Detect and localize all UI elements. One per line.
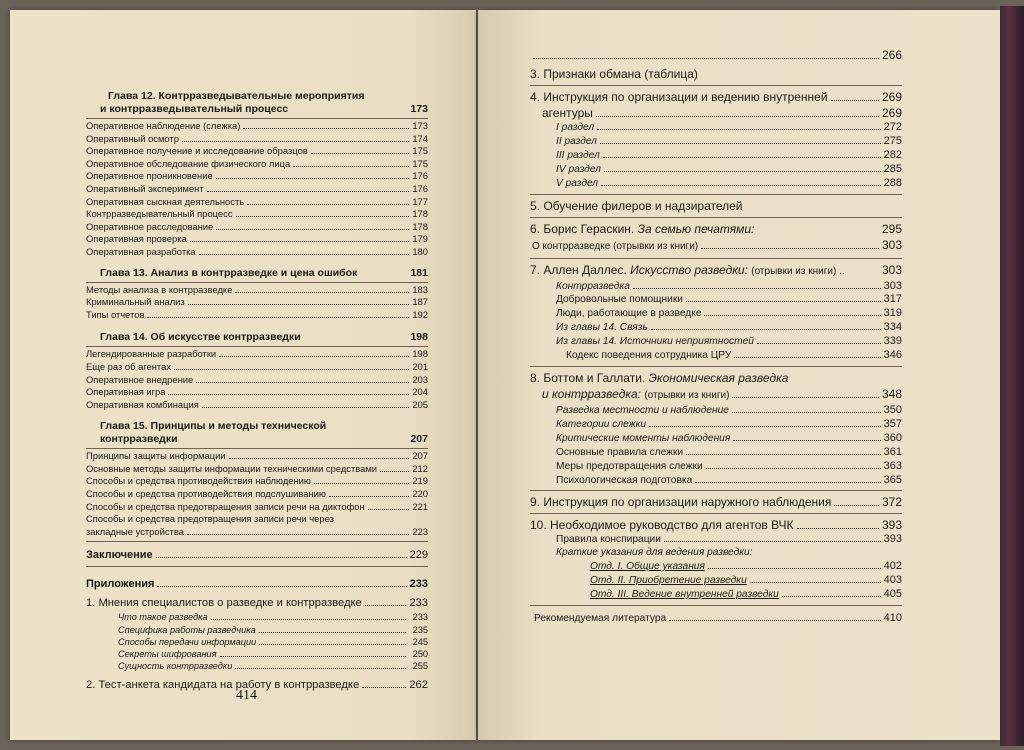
toc-entry: Криминальный анализ 187 <box>86 296 428 308</box>
toc-entry: Отд. II. Приобретение разведки 403 <box>590 574 902 587</box>
item-5-entry: 5. Обучение филеров и надзирателей <box>530 198 743 213</box>
toc-entry: Отд. I. Общие указания 402 <box>590 560 902 573</box>
chapter-14-entry <box>86 331 428 343</box>
toc-entry: Кодекс поведения сотрудника ЦРУ 346 <box>566 349 902 362</box>
toc-entry: Методы анализа в контрразведке 183 <box>86 283 428 295</box>
right-toc <box>530 44 902 626</box>
item-9-entry: 9. Инструкция по организации наружного наблюдения 372 <box>530 495 902 510</box>
toc-entry: Добровольные помощники 317 <box>556 293 902 306</box>
toc-entry: Оперативное проникновение 176 <box>86 170 428 182</box>
toc-entry: Категории слежки 357 <box>556 417 902 430</box>
toc-entry: Меры предотвращения слежки 363 <box>556 459 902 472</box>
appendix-2-entry: 2. Тест-анкета кандидата на работу в контрразведке 262 <box>86 679 428 692</box>
left-toc <box>86 90 428 693</box>
toc-entry-line1: Способы и средства предотвращения записи речи через <box>86 513 334 525</box>
chapter-12-page: 173 <box>410 103 428 115</box>
chapter-15-title-line1: Глава 15. Принципы и методы технической <box>100 420 327 433</box>
toc-entry: Основные методы защиты информации техническими средствами 212 <box>86 462 428 474</box>
toc-entry: Психологическая подготовка 365 <box>556 473 902 486</box>
chapter-12-title-line2: и контрразведывательный процесс <box>100 103 289 115</box>
toc-entry: Сущность контрразведки 255 <box>118 661 428 672</box>
item-4-entry: 4. Инструкция по организации и ведению внутренней 269 <box>530 90 902 104</box>
toc-entry: Что такое разведка 233 <box>118 612 428 623</box>
appendices-entry: Приложения 233 <box>86 578 428 591</box>
toc-entry: Оперативная комбинация 205 <box>86 398 428 410</box>
toc-entry: Легендированные разработки 198 <box>86 348 428 360</box>
toc-entry: Способы и средства противодействия подслушиванию 220 <box>86 488 428 500</box>
item-4-entry-line2: агентуры 269 <box>542 106 902 120</box>
chapter-14-title: Глава 14. Об искусстве контрразведки <box>100 331 301 344</box>
toc-entry: Контрразведка 303 <box>556 279 902 292</box>
toc-entry: IV раздел 285 <box>556 162 902 175</box>
toc-entry: Основные правила слежки 361 <box>556 445 902 458</box>
toc-entry-top: 266 <box>530 47 902 63</box>
appendix-1-entry: 1. Мнения специалистов о разведке и контрразведке 233 <box>86 597 428 610</box>
chapter-15-title-line2: контрразведки <box>100 433 178 446</box>
toc-entry: Оперативный осмотр 174 <box>86 132 428 144</box>
book-binding <box>1000 6 1024 746</box>
left-page <box>10 10 476 740</box>
toc-entry: Оперативная сыскная деятельность 177 <box>86 195 428 207</box>
literature-entry: Рекомендуемая литература 410 <box>534 611 902 624</box>
chapter-12-title-line1: Глава 12. Контрразведывательные мероприятия <box>108 90 365 102</box>
toc-entry: Контрразведывательный процесс 178 <box>86 208 428 220</box>
toc-entry: Люди, работающие в разведке 319 <box>556 307 902 320</box>
toc-entry: Оперативное расследование 178 <box>86 220 428 232</box>
chapter-15-entry <box>86 433 428 445</box>
chapter-13-title: Глава 13. Анализ в контрразведке и цена ошибок <box>100 266 358 279</box>
toc-entry: Оперативная разработка 180 <box>86 245 428 257</box>
toc-entry: Оперативное внедрение 203 <box>86 373 428 385</box>
chapter-15-page: 207 <box>410 433 428 446</box>
conclusion-entry: Заключение 229 <box>86 549 428 562</box>
toc-entry: Принципы защиты информации 207 <box>86 450 428 462</box>
chapter-13-page: 181 <box>410 266 428 279</box>
toc-entry: Критические моменты наблюдения 360 <box>556 431 902 444</box>
toc-entry: Из главы 14. Источники неприятностей 339 <box>556 335 902 348</box>
toc-entry: закладные устройства 223 <box>86 525 428 537</box>
chapter-13-entry <box>86 267 428 279</box>
toc-entry: Из главы 14. Связь 334 <box>556 321 902 334</box>
toc-entry: Способы и средства противодействия наблюдению 219 <box>86 475 428 487</box>
chapter-14-page: 198 <box>410 331 428 344</box>
toc-entry: Оперативная проверка 179 <box>86 233 428 245</box>
item-6-entry: 6. Борис Гераскин. За семью печатями: 295 <box>530 221 902 236</box>
toc-entry: I раздел 272 <box>556 121 902 133</box>
chapter-12-items <box>86 120 428 259</box>
toc-entry: Способы и средства предотвращения записи речи на диктофон 221 <box>86 500 428 512</box>
item-10-entry: 10. Необходимое руководство для агентов ВЧК 393 <box>530 518 902 533</box>
item-8-entry: 8. Боттом и Галлати. Экономическая разведка <box>530 370 789 385</box>
toc-entry: Еще раз об агентах 201 <box>86 360 428 372</box>
toc-entry: Способы передачи информации 245 <box>118 636 428 647</box>
chapter-12-entry <box>86 103 428 115</box>
toc-entry: Оперативное обследование физического лица 175 <box>86 157 428 169</box>
page-number: 414 <box>236 688 257 703</box>
item-8-entry-line2: и контрразведка: (отрывки из книги) 348 <box>542 386 902 401</box>
brief-guidelines-label: Краткие указания для ведения разведки: <box>556 547 753 559</box>
toc-entry: Оперативное получение и исследование образцов 175 <box>86 145 428 157</box>
item-6-sub-entry: О контрразведке (отрывки из книги) 303 <box>532 237 902 252</box>
toc-entry: Разведка местности и наблюдение 350 <box>556 403 902 416</box>
toc-entry: Типы отчетов 192 <box>86 308 428 320</box>
toc-entry: II раздел 275 <box>556 134 902 147</box>
toc-entry: Оперативная игра 204 <box>86 386 428 398</box>
right-page <box>478 10 1000 740</box>
toc-entry: Отд. III. Ведение внутренней разведки 405 <box>590 588 902 601</box>
toc-entry: Оперативное наблюдение (слежка) 173 <box>86 120 428 131</box>
item-7-entry: 7. Аллен Даллес. Искусство разведки: (отрывки из книги) .. 303 <box>530 262 902 277</box>
toc-entry: V раздел 288 <box>556 176 902 189</box>
toc-entry: Правила конспирации 393 <box>556 533 902 546</box>
toc-entry: Оперативный эксперимент 176 <box>86 182 428 194</box>
toc-entry: III раздел 282 <box>556 148 902 161</box>
toc-entry: Секреты шифрования 250 <box>118 649 428 660</box>
item-3-entry: 3. Признаки обмана (таблица) <box>530 67 698 81</box>
toc-entry: Специфика работы разведчика 235 <box>118 624 428 635</box>
